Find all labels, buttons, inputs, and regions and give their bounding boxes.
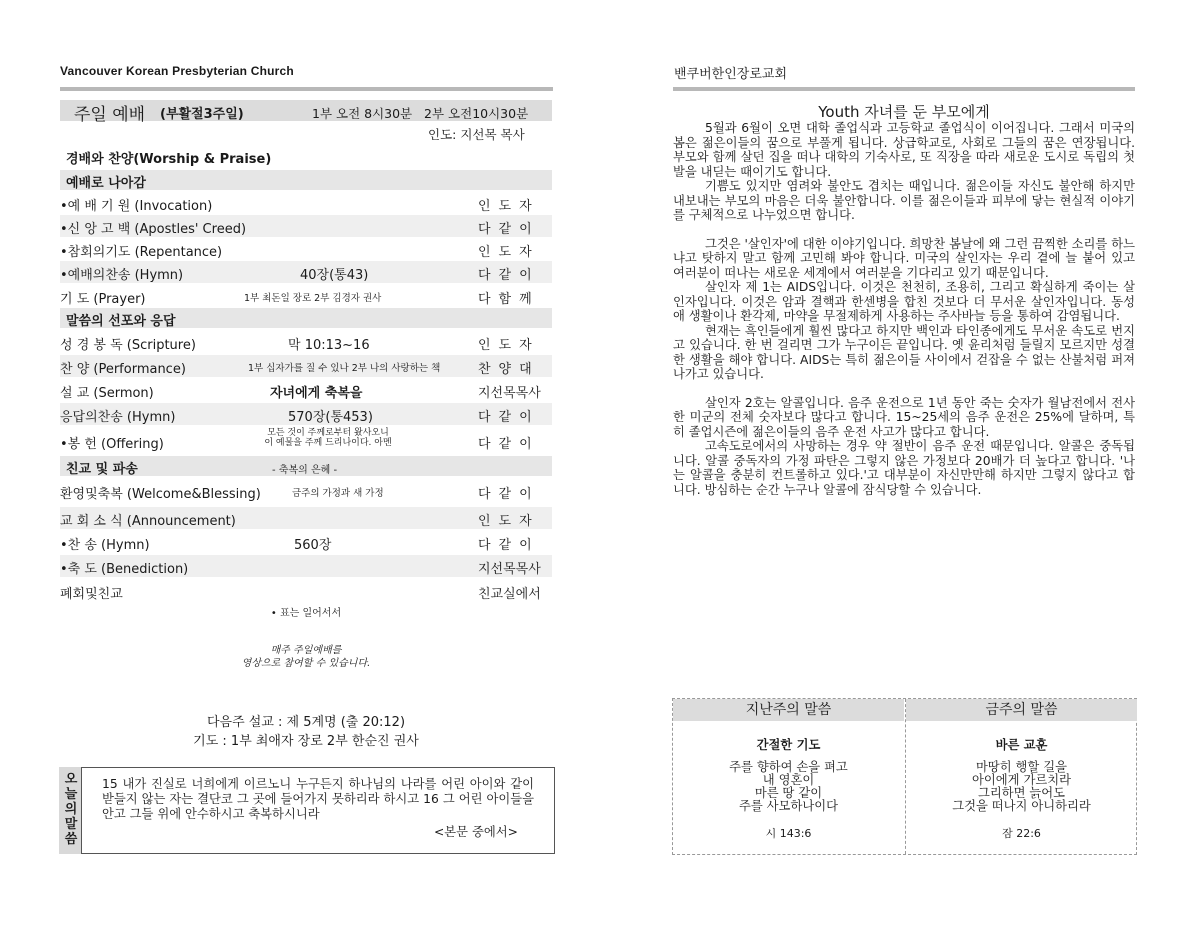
section-word: 말씀의 선포와 응답 xyxy=(66,314,176,329)
service-title: 주일 예배 xyxy=(74,105,146,125)
order-item-invocation xyxy=(60,192,552,214)
last-week-text xyxy=(673,761,904,813)
this-week-theme: 바른 교훈 xyxy=(995,738,1048,752)
item-detail: 40장(통43) xyxy=(300,268,369,283)
item-detail: 금주의 가정과 새 가정 xyxy=(292,488,384,499)
section-fellowship: 친교 및 파송 xyxy=(66,462,138,477)
todays-word-source: <본문 중에서> xyxy=(434,825,518,839)
item-label: 환영및축복 (Welcome&Blessing) xyxy=(60,487,261,502)
item-detail: 막 10:13~16 xyxy=(288,338,370,353)
essay-paragraph: 살인자 제 1는 AIDS입니다. 이것은 천천히, 조용히, 그리고 확실하게 죽이는 살인자입니다. 이것은 암과 결핵과 한센병을 합친 것보다 더 무서운 살인자입니다. 동성애 생활이나 환각제, 마약을 무절제하게 사용하는 주사바늘 등을 통하여 감염됩니다. xyxy=(673,280,1135,323)
order-item-creed xyxy=(60,215,552,237)
item-label: •예 배 기 원 (Invocation) xyxy=(60,199,213,214)
item-label: •신 앙 고 백 (Apostles' Creed) xyxy=(60,222,247,237)
item-detail: 1부 십자가를 질 수 있나 2부 나의 사랑하는 책 xyxy=(248,363,441,374)
sermon-title: 자녀에게 축복을 xyxy=(270,386,363,401)
item-responsible: 다같이 xyxy=(478,538,540,553)
order-item-repentance xyxy=(60,238,552,260)
item-label: 성 경 봉 독 (Scripture) xyxy=(60,338,196,353)
item-label: 응답의찬송 (Hymn) xyxy=(60,410,176,425)
this-week-verse xyxy=(905,699,1137,854)
order-item-closing xyxy=(60,580,552,602)
verse-line: 아이에게 가르치라 xyxy=(972,773,1071,787)
item-label: •축 도 (Benediction) xyxy=(60,562,189,577)
last-week-reference: 시 143:6 xyxy=(765,827,812,840)
verses-table xyxy=(672,698,1137,855)
item-label: •찬 송 (Hymn) xyxy=(60,538,150,553)
item-responsible: 인도자 xyxy=(478,514,540,529)
video-note-line: 매주 주일예배를 xyxy=(270,645,342,656)
next-week-prayer: 기도 : 1부 최애자 장로 2부 한순진 권사 xyxy=(193,734,419,749)
item-responsible: 인도자 xyxy=(478,199,540,214)
item-responsible: 찬양대 xyxy=(478,362,540,377)
todays-word-text: 15 내가 진실로 너희에게 이르노니 누구든지 하나님의 나라를 어린 아이와 같이 받들지 않는 자는 결단코 그 곳에 들어가지 못하리라 하시고 16 그 어린 아이들을 안고 그들 위에 안수하시고 축복하시니라 xyxy=(102,777,534,821)
video-note xyxy=(60,644,552,670)
order-item-prayer xyxy=(60,285,552,307)
offering-note-line: 모든 것이 주께로부터 왔사오니 xyxy=(267,428,389,438)
verse-line: 주를 향하여 손을 펴고 xyxy=(729,760,848,774)
item-responsible: 다같이 xyxy=(478,268,540,283)
item-detail: 560장 xyxy=(294,538,332,553)
item-detail: 1부 최돈일 장로 2부 김경자 권사 xyxy=(244,293,382,304)
essay-title: Youth 자녀를 둔 부모에게 xyxy=(818,103,990,121)
last-week-heading: 지난주의 말씀 xyxy=(673,699,904,721)
verse-line: 주를 사모하나이다 xyxy=(739,799,838,813)
item-label: 교 회 소 식 (Announcement) xyxy=(60,514,236,529)
fellowship-note: - 축복의 은혜 - xyxy=(272,465,338,476)
todays-word-label: 오늘의 말씀 xyxy=(64,772,78,847)
item-responsible: 지선목목사 xyxy=(478,386,541,401)
item-label: •참회의기도 (Repentance) xyxy=(60,245,223,260)
last-week-verse xyxy=(673,699,904,854)
verse-line: 그것을 떠나지 아니하리라 xyxy=(952,799,1091,813)
item-label: 찬 양 (Performance) xyxy=(60,362,186,377)
standing-note: • 표는 일어서서 xyxy=(270,608,342,619)
item-responsible: 다같이 xyxy=(478,222,540,237)
order-item-offering xyxy=(60,430,552,452)
order-item-benediction xyxy=(60,555,552,577)
item-responsible: 다함께 xyxy=(478,292,540,307)
item-responsible: 친교실에서 xyxy=(478,587,541,602)
this-week-text xyxy=(906,761,1137,813)
this-week-heading: 금주의 말씀 xyxy=(906,699,1137,721)
essay-paragraph: 살인자 2호는 알콜입니다. 음주 운전으로 1년 동안 죽는 숫자가 월남전에서 전사한 미군의 전체 숫자보다 많다고 합니다. 15~25세의 음주 운전은 25%에 달하며, 특히 졸업시즌에 젊은이들의 음주 운전 사고가 많다고 합니다. xyxy=(673,395,1135,439)
service-time: 1부 오전 8시30분 2부 오전10시30분 xyxy=(312,106,529,121)
section-worship: 경배와 찬양(Worship & Praise) xyxy=(66,152,272,167)
item-responsible: 다같이 xyxy=(478,437,540,452)
item-responsible: 인도자 xyxy=(478,338,540,353)
essay-body xyxy=(673,121,1135,497)
item-label: •예배의찬송 (Hymn) xyxy=(60,268,184,283)
video-note-line: 영상으로 참여할 수 있습니다. xyxy=(241,658,371,669)
verse-line: 마땅히 행할 길을 xyxy=(976,760,1067,774)
order-item-response-hymn xyxy=(60,403,552,425)
last-week-theme: 간절한 기도 xyxy=(756,738,821,752)
item-responsible: 다같이 xyxy=(478,410,540,425)
essay-paragraph: 현재는 흑인들에게 훨씬 많다고 하지만 백인과 타인종에게도 무서운 속도로 번지고 있습니다. 한 번 걸리면 그가 누구이든 끝입니다. 옛 윤리처럼 들릴지 모르지만 성결한 생활을 해야 합니다. AIDS는 특히 젊은이들 사이에서 걷잡을 수 없는 산불처럼 퍼져 나가고 있습니다. xyxy=(673,323,1136,381)
item-responsible: 다같이 xyxy=(478,487,540,502)
order-item-performance xyxy=(60,355,552,377)
order-item-announcement xyxy=(60,507,552,529)
item-detail: 570장(통453) xyxy=(288,410,373,425)
item-label: 기 도 (Prayer) xyxy=(60,292,146,307)
next-week-sermon: 다음주 설교 : 제 5계명 (출 20:12) xyxy=(206,715,406,730)
church-name-korean: 밴쿠버한인장로교회 xyxy=(674,67,788,82)
item-responsible: 지선목목사 xyxy=(478,562,541,577)
item-label: •봉 헌 (Offering) xyxy=(60,437,164,452)
item-responsible: 인도자 xyxy=(478,245,540,260)
offering-note xyxy=(253,428,403,448)
essay-paragraph: 고속도로에서의 사망하는 경우 약 절반이 음주 운전 때문입니다. 알콜은 중독됩니다. 알콜 중독자의 가정 파탄은 그렇지 않은 가정보다 20배가 더 높다고 합니다. '나는 알콜을 충분히 컨트롤하고 있다.'고 대부분이 자신만만해 하지만 그렇지 않다고 합니다. 방심하는 순간 누구나 알콜에 잠식당할 수 있습니다. xyxy=(673,439,1135,497)
essay-paragraph: 그것은 '살인자'에 대한 이야기입니다. 희망찬 봄날에 왜 그런 끔찍한 소리를 하느냐고 탓하지 말고 함께 고민해 봐야 합니다. 미국의 살인자는 우리 곁에 늘 붙어 있고 여러분이 떠나는 새로운 세계에서 여러분을 기다리고 있기 때문입니다. xyxy=(673,236,1135,280)
section-approach: 예배로 나아감 xyxy=(66,176,146,191)
service-leader: 인도: 지선목 목사 xyxy=(428,127,525,142)
order-item-closing-hymn xyxy=(60,531,552,553)
header-rule xyxy=(673,87,1135,91)
item-label: 폐회및친교 xyxy=(60,587,123,602)
essay-paragraph: 기쁨도 있지만 염려와 불안도 겹치는 때입니다. 젊은이들 자신도 불안해 하지만 내보내는 부모의 마음은 더욱 불안합니다. 이를 젊은이들과 피부에 닿는 현실적 이야기를 구체적으로 나누었으면 합니다. xyxy=(673,179,1135,222)
header-rule xyxy=(60,87,553,91)
offering-note-line: 이 예물을 주께 드리나이다. 아멘 xyxy=(264,438,392,448)
church-name-english: Vancouver Korean Presbyterian Church xyxy=(60,64,294,78)
item-label: 설 교 (Sermon) xyxy=(60,386,154,401)
order-item-welcome xyxy=(60,480,552,502)
essay-paragraph: 5월과 6월이 오면 대학 졸업식과 고등학교 졸업식이 이어집니다. 그래서 미국의 봄은 젊은이들의 꿈으로 부풀게 됩니다. 상급학교로, 사회로 그들의 꿈은 연장됩니다. 부모와 함께 살던 집을 떠나 대학의 기숙사로, 또 직장을 따라 새로운 도시로 독립의 첫발을 내딛는 때이기도 합니다. xyxy=(673,121,1135,179)
order-item-sermon xyxy=(60,379,552,401)
order-item-hymn xyxy=(60,261,552,283)
verse-line: 마른 땅 같이 xyxy=(754,786,823,800)
verse-line: 내 영혼이 xyxy=(762,773,815,787)
order-item-scripture xyxy=(60,331,552,353)
this-week-reference: 잠 22:6 xyxy=(1002,827,1041,840)
verse-line: 그리하면 늙어도 xyxy=(977,786,1066,800)
service-subtitle: (부활절3주일) xyxy=(160,107,244,122)
